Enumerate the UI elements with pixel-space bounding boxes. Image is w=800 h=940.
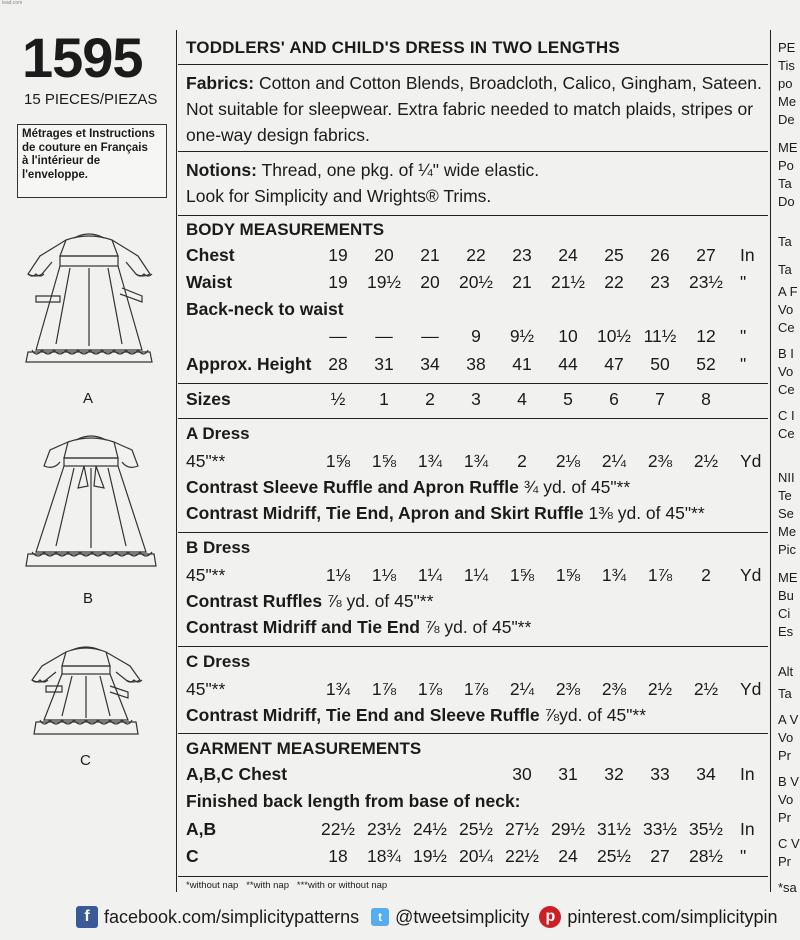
contrast-label: Contrast Midriff and Tie End xyxy=(186,617,420,637)
yardage-row xyxy=(186,679,766,705)
facebook-icon: f xyxy=(76,906,98,928)
watermark: lead.com xyxy=(2,0,23,6)
table-cell: 2⅜ xyxy=(555,679,581,699)
table-cell: 29½ xyxy=(550,819,586,839)
table-cell: 2½ xyxy=(647,679,673,699)
table-cell: 18 xyxy=(328,846,348,866)
table-cell: 25½ xyxy=(596,846,632,866)
table-cell: 31 xyxy=(374,354,394,374)
table-cell: 1⅝ xyxy=(371,451,397,471)
table-cell: 21 xyxy=(512,272,532,292)
table-row xyxy=(186,764,766,790)
table-cell: 28½ xyxy=(688,846,724,866)
row-label: Approx. Height xyxy=(186,354,312,374)
table-cell: 1⅝ xyxy=(325,451,351,471)
table-row xyxy=(186,819,766,845)
table-cell: 1⅛ xyxy=(325,565,351,585)
row-unit: In xyxy=(740,764,755,784)
cutoff-text: Ta xyxy=(778,176,792,191)
table-cell: 35½ xyxy=(688,819,724,839)
table-cell: 19½ xyxy=(366,272,402,292)
contrast-label: Contrast Sleeve Ruffle and Apron Ruffle xyxy=(186,477,519,497)
row-label: Finished back length from base of neck: xyxy=(186,791,521,811)
contrast-label: Contrast Midriff, Tie End and Sleeve Ruffle xyxy=(186,705,540,725)
french-note-box xyxy=(17,124,167,198)
row-label: A,B,C Chest xyxy=(186,764,288,784)
cutoff-text: Alt xyxy=(778,664,794,679)
title-rule xyxy=(178,64,768,65)
table-cell: 2½ xyxy=(693,451,719,471)
row-unit: In xyxy=(740,819,755,839)
contrast-value: ⅞yd. of 45"** xyxy=(544,705,647,725)
table-cell: — xyxy=(329,326,347,346)
facebook-link[interactable]: facebook.com/simplicitypatterns xyxy=(104,906,360,927)
row-unit: Yd xyxy=(740,451,762,471)
table-cell: 34 xyxy=(696,764,716,784)
row-unit: " xyxy=(740,272,747,292)
row-unit: Yd xyxy=(740,679,762,699)
table-cell: 23½ xyxy=(366,819,402,839)
row-unit: In xyxy=(740,245,755,265)
table-cell: 2⅜ xyxy=(647,451,673,471)
cutoff-text: Ta xyxy=(778,262,792,277)
fabric-width: 45"** xyxy=(186,451,226,471)
table-cell: 25 xyxy=(604,245,624,265)
dress-view-c-illustration xyxy=(28,640,144,744)
a-dress-rule xyxy=(178,532,768,533)
notions-line: Thread, one pkg. of ¼" wide elastic. xyxy=(261,160,540,180)
table-cell: 33½ xyxy=(642,819,678,839)
view-label-b: B xyxy=(83,590,94,607)
cutoff-text: Ci xyxy=(778,606,791,621)
table-cell: 9½ xyxy=(509,326,535,346)
table-cell: 1¾ xyxy=(417,451,443,471)
cutoff-text: C V xyxy=(778,836,800,851)
row-label: Back-neck to waist xyxy=(186,299,344,319)
cutoff-text: Tis xyxy=(778,58,795,73)
social-footer xyxy=(76,906,777,928)
notions-label: Notions: xyxy=(186,160,257,180)
fabric-width: 45"** xyxy=(186,565,226,585)
contrast-value: ⅞ yd. of 45"** xyxy=(327,591,434,611)
c-dress-rule xyxy=(178,733,768,734)
row-unit: " xyxy=(740,354,747,374)
cutoff-text: Me xyxy=(778,524,797,539)
table-cell: 50 xyxy=(650,354,670,374)
table-cell: 28 xyxy=(328,354,348,374)
table-cell: 10 xyxy=(558,326,578,346)
cutoff-text: NII xyxy=(778,470,795,485)
french-note-line: l'enveloppe. xyxy=(22,168,89,181)
table-cell: 12 xyxy=(696,326,716,346)
contrast-row xyxy=(186,591,766,617)
cutoff-text: ME xyxy=(778,570,798,585)
contrast-label: Contrast Midriff, Tie End, Apron and Skirt Ruffle xyxy=(186,503,584,523)
table-cell: 1⅞ xyxy=(647,565,673,585)
contrast-row xyxy=(186,617,766,643)
cutoff-text: Ta xyxy=(778,686,792,701)
notions-rule xyxy=(178,215,768,216)
fabric-width: 45"** xyxy=(186,679,226,699)
cutoff-text: Vo xyxy=(778,302,794,317)
pinterest-link[interactable]: pinterest.com/simplicitypin xyxy=(567,906,778,927)
table-cell: 9 xyxy=(471,326,481,346)
table-cell: 1⅛ xyxy=(371,565,397,585)
table-cell: — xyxy=(421,326,439,346)
table-cell: 11½ xyxy=(643,326,677,346)
table-cell: 20¼ xyxy=(458,846,494,866)
cutoff-text: *sa xyxy=(778,880,797,895)
table-cell: 22 xyxy=(466,245,486,265)
cutoff-text: Vo xyxy=(778,792,794,807)
notions-section xyxy=(186,157,766,209)
pieces-count: 15 PIECES/PIEZAS xyxy=(24,91,158,108)
row-label: Waist xyxy=(186,272,233,292)
size-cell: 1 xyxy=(379,389,389,409)
table-cell: 20 xyxy=(420,272,440,292)
cutoff-text: Me xyxy=(778,94,797,109)
b-dress-rule xyxy=(178,646,768,647)
cutoff-text: Se xyxy=(778,506,794,521)
cutoff-text: A V xyxy=(778,712,799,727)
fabrics-rule xyxy=(178,151,768,152)
table-cell: 38 xyxy=(466,354,486,374)
table-cell: 1¼ xyxy=(417,565,443,585)
pinterest-icon: p xyxy=(539,906,561,928)
table-cell: 2⅛ xyxy=(555,451,581,471)
table-cell: 24½ xyxy=(412,819,448,839)
row-unit: Yd xyxy=(740,565,762,585)
garment-measurements-heading: GARMENT MEASUREMENTS xyxy=(186,739,422,758)
cutoff-text: C I xyxy=(778,408,795,423)
right-divider xyxy=(770,30,771,892)
table-cell: 2 xyxy=(701,565,711,585)
size-cell: 5 xyxy=(563,389,573,409)
table-cell: 27½ xyxy=(504,819,540,839)
c-dress-heading: C Dress xyxy=(186,652,251,671)
table-cell: 44 xyxy=(558,354,578,374)
cutoff-text: Ta xyxy=(778,234,792,249)
table-row xyxy=(186,846,766,872)
table-cell: 1⅝ xyxy=(509,565,535,585)
yardage-row xyxy=(186,565,766,591)
sizes-label: Sizes xyxy=(186,389,231,409)
footnote: *without nap **with nap ***with or without nap xyxy=(186,880,388,891)
table-cell: 21½ xyxy=(550,272,586,292)
contrast-row xyxy=(186,477,766,503)
table-cell: 30 xyxy=(512,764,532,784)
table-cell: 1¾ xyxy=(463,451,489,471)
size-cell: 2 xyxy=(425,389,435,409)
size-cell: 7 xyxy=(655,389,665,409)
garment-rule xyxy=(178,876,768,877)
row-label: Chest xyxy=(186,245,235,265)
table-row xyxy=(186,299,766,325)
table-cell: 23½ xyxy=(688,272,724,292)
cutoff-text: Vo xyxy=(778,364,794,379)
row-label: A,B xyxy=(186,819,217,839)
table-cell: 19 xyxy=(328,245,348,265)
contrast-row xyxy=(186,503,766,529)
table-cell: 24 xyxy=(558,245,578,265)
cutoff-text: A F xyxy=(778,284,798,299)
cutoff-text: Bu xyxy=(778,588,794,603)
table-cell: 2½ xyxy=(693,679,719,699)
contrast-value: ¾ yd. of 45"** xyxy=(523,477,631,497)
left-divider xyxy=(176,30,177,892)
table-cell: 33 xyxy=(650,764,670,784)
cutoff-text: Po xyxy=(778,158,794,173)
sizes-rule xyxy=(178,418,768,419)
cutoff-text: Ce xyxy=(778,382,795,397)
table-cell: 47 xyxy=(604,354,624,374)
fabrics-label: Fabrics: xyxy=(186,73,255,93)
dress-view-a-illustration xyxy=(22,226,156,376)
table-cell: 24 xyxy=(558,846,578,866)
pattern-title: TODDLERS' AND CHILD'S DRESS IN TWO LENGTHS xyxy=(186,38,620,57)
body-rule xyxy=(178,383,768,384)
cutoff-text: PE xyxy=(778,40,796,55)
fabrics-section xyxy=(186,70,766,148)
table-cell: 21 xyxy=(420,245,440,265)
table-cell: 23 xyxy=(512,245,532,265)
table-row xyxy=(186,245,766,271)
cutoff-text: Es xyxy=(778,624,794,639)
cutoff-text: Ce xyxy=(778,426,795,441)
cutoff-text: De xyxy=(778,112,795,127)
twitter-link[interactable]: @tweetsimplicity xyxy=(395,906,530,927)
cutoff-text: Pr xyxy=(778,810,791,825)
cutoff-text: B I xyxy=(778,346,794,361)
view-label-a: A xyxy=(83,390,94,407)
french-note-line: à l'intérieur de xyxy=(22,155,101,167)
table-cell: 1¾ xyxy=(601,565,627,585)
table-cell: 22½ xyxy=(504,846,540,866)
table-cell: 27 xyxy=(650,846,670,866)
cutoff-text: Pr xyxy=(778,748,791,763)
french-note-line: Métrages et Instructions xyxy=(22,128,155,140)
table-cell: 52 xyxy=(696,354,716,374)
twitter-icon: t xyxy=(371,908,389,926)
table-cell: 32 xyxy=(604,764,624,784)
row-unit: " xyxy=(740,326,747,346)
table-cell: 2¼ xyxy=(601,451,627,471)
size-cell: ½ xyxy=(330,389,346,409)
table-cell: 26 xyxy=(650,245,670,265)
cutoff-text: Do xyxy=(778,194,795,209)
size-cell: 8 xyxy=(701,389,711,409)
table-cell: 31½ xyxy=(596,819,632,839)
size-cell: 3 xyxy=(471,389,481,409)
table-cell: 41 xyxy=(512,354,532,374)
table-cell: 19½ xyxy=(412,846,448,866)
sizes-row xyxy=(186,389,766,415)
table-cell: 1⅝ xyxy=(555,565,581,585)
contrast-value: ⅞ yd. of 45"** xyxy=(424,617,532,637)
french-note-line: de couture en Français xyxy=(22,141,148,154)
cutoff-text: Pr xyxy=(778,854,791,869)
dress-view-b-illustration xyxy=(24,428,158,576)
contrast-row xyxy=(186,705,766,731)
table-cell: 2 xyxy=(517,451,527,471)
contrast-value: 1⅜ yd. of 45"** xyxy=(588,503,705,523)
cutoff-text: B V xyxy=(778,774,799,789)
table-cell: 19 xyxy=(328,272,348,292)
pattern-number: 1595 xyxy=(22,26,143,89)
size-cell: 6 xyxy=(609,389,619,409)
table-cell: 27 xyxy=(696,245,716,265)
table-cell: 20 xyxy=(374,245,394,265)
size-cell: 4 xyxy=(517,389,527,409)
row-unit: " xyxy=(740,846,747,866)
cutoff-text: Vo xyxy=(778,730,794,745)
b-dress-heading: B Dress xyxy=(186,538,251,557)
table-cell: 1⅞ xyxy=(417,679,443,699)
table-cell: 18¾ xyxy=(366,846,402,866)
table-cell: 1⅞ xyxy=(371,679,397,699)
table-row xyxy=(186,326,766,352)
cutoff-text: po xyxy=(778,76,793,91)
yardage-row xyxy=(186,451,766,477)
table-cell: 1⅞ xyxy=(463,679,489,699)
fabrics-line: Not suitable for sleepwear. Extra fabric needed to match plaids, stripes or xyxy=(186,99,754,119)
a-dress-heading: A Dress xyxy=(186,424,250,443)
table-row xyxy=(186,791,766,817)
body-measurements-heading: BODY MEASUREMENTS xyxy=(186,220,385,239)
contrast-label: Contrast Ruffles xyxy=(186,591,323,611)
row-label: C xyxy=(186,846,199,866)
table-row xyxy=(186,272,766,298)
table-cell: 34 xyxy=(420,354,440,374)
view-label-c: C xyxy=(80,752,91,769)
cutoff-text: ME xyxy=(778,140,798,155)
table-cell: 20½ xyxy=(458,272,494,292)
table-cell: 31 xyxy=(558,764,578,784)
table-cell: 10½ xyxy=(596,326,632,346)
table-cell: 1¼ xyxy=(463,565,489,585)
cutoff-text: Ce xyxy=(778,320,795,335)
table-cell: 2⅜ xyxy=(601,679,627,699)
table-cell: 22½ xyxy=(320,819,356,839)
table-cell: 2¼ xyxy=(509,679,535,699)
table-cell: — xyxy=(375,326,393,346)
fabrics-line: Cotton and Cotton Blends, Broadcloth, Calico, Gingham, Sateen. xyxy=(258,73,762,93)
notions-line: Look for Simplicity and Wrights® Trims. xyxy=(186,186,492,206)
table-cell: 25½ xyxy=(458,819,494,839)
cutoff-text: Pic xyxy=(778,542,797,557)
table-cell: 1¾ xyxy=(325,679,351,699)
table-cell: 23 xyxy=(650,272,670,292)
cutoff-text: Te xyxy=(778,488,792,503)
table-cell: 22 xyxy=(604,272,624,292)
table-row xyxy=(186,354,766,380)
fabrics-line: one-way design fabrics. xyxy=(186,125,370,145)
